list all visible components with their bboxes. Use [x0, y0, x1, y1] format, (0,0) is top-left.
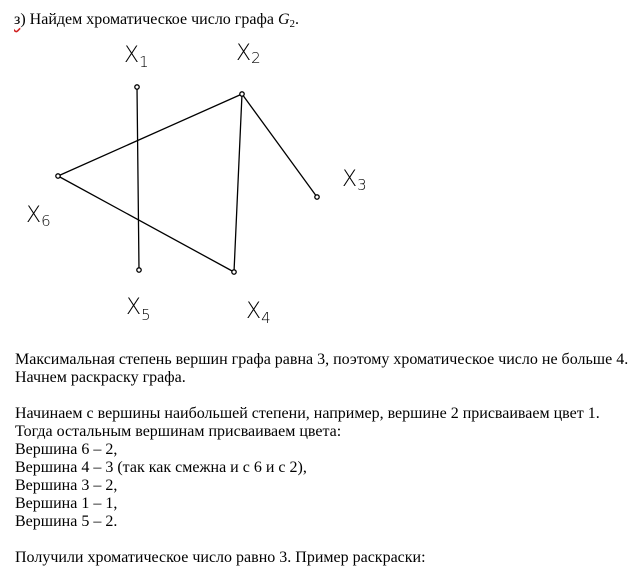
vertex-label-x2-sub: 2	[251, 49, 261, 67]
solution-text	[15, 351, 637, 567]
vertex-x2	[240, 92, 244, 96]
vertex-label-x5-letter: X	[126, 295, 142, 320]
paragraph-assign-intro: Тогда остальным вершинам присваиваем цвета:	[15, 423, 342, 440]
paragraph-start-coloring: Начнем раскраску графа.	[15, 369, 186, 386]
paragraph-start-vertex: Начинаем с вершины наибольшей степени, например, вершине 2 присваиваем цвет 1.	[15, 405, 600, 422]
edge-x1-x5	[137, 87, 139, 270]
assignment-vertex-5: Вершина 5 – 2.	[15, 513, 118, 530]
blank-line	[15, 531, 637, 549]
vertex-label-x1-sub: 1	[139, 53, 149, 71]
vertex-label-x4-sub: 4	[261, 309, 271, 327]
vertex-label-x1	[124, 43, 149, 71]
vertex-x5	[137, 268, 141, 272]
vertex-label-x6	[26, 203, 51, 230]
vertex-label-x3	[342, 167, 367, 194]
vertex-x6	[56, 174, 60, 178]
paragraph-max-degree: Максимальная степень вершин графа равна 3, поэтому хроматическое число не больше 4.	[15, 351, 629, 368]
vertex-label-x2	[236, 41, 261, 67]
vertex-x4	[232, 270, 236, 274]
blank-line	[15, 387, 637, 405]
paragraph-conclusion: Получили хроматическое число равно 3. Пример раскраски:	[15, 549, 426, 566]
edge-x2-x4	[234, 94, 242, 272]
edge-x2-x3	[242, 94, 317, 197]
assignment-vertex-6: Вершина 6 – 2,	[15, 441, 118, 458]
vertex-label-x4	[246, 299, 271, 327]
vertex-label-x2-letter: X	[236, 41, 252, 66]
vertex-label-x3-letter: X	[342, 167, 358, 192]
vertex-label-x4-letter: X	[246, 299, 262, 324]
assignment-vertex-3: Вершина 3 – 2,	[15, 477, 118, 494]
heading-graph-subscript: 2	[289, 18, 295, 30]
edge-x2-x6	[58, 94, 242, 176]
vertex-label-x6-sub: 6	[41, 212, 51, 230]
edge-x6-x4	[58, 176, 234, 272]
heading-text: ) Найдем хроматическое число графа	[20, 11, 278, 28]
vertex-x3	[315, 195, 319, 199]
heading-letter: з	[14, 11, 21, 28]
assignment-vertex-1: Вершина 1 – 1,	[15, 495, 118, 512]
vertex-label-x1-letter: X	[124, 43, 140, 68]
vertex-label-x5	[126, 295, 151, 324]
heading-graph-name: G	[277, 11, 290, 28]
vertex-label-x5-sub: 5	[141, 306, 151, 324]
vertex-x1	[135, 85, 139, 89]
vertex-label-x3-sub: 3	[357, 176, 367, 194]
heading-end: .	[295, 11, 299, 28]
vertex-label-x6-letter: X	[26, 203, 42, 228]
assignment-vertex-4: Вершина 4 – 3 (так как смежна и с 6 и с 2),	[15, 459, 307, 476]
